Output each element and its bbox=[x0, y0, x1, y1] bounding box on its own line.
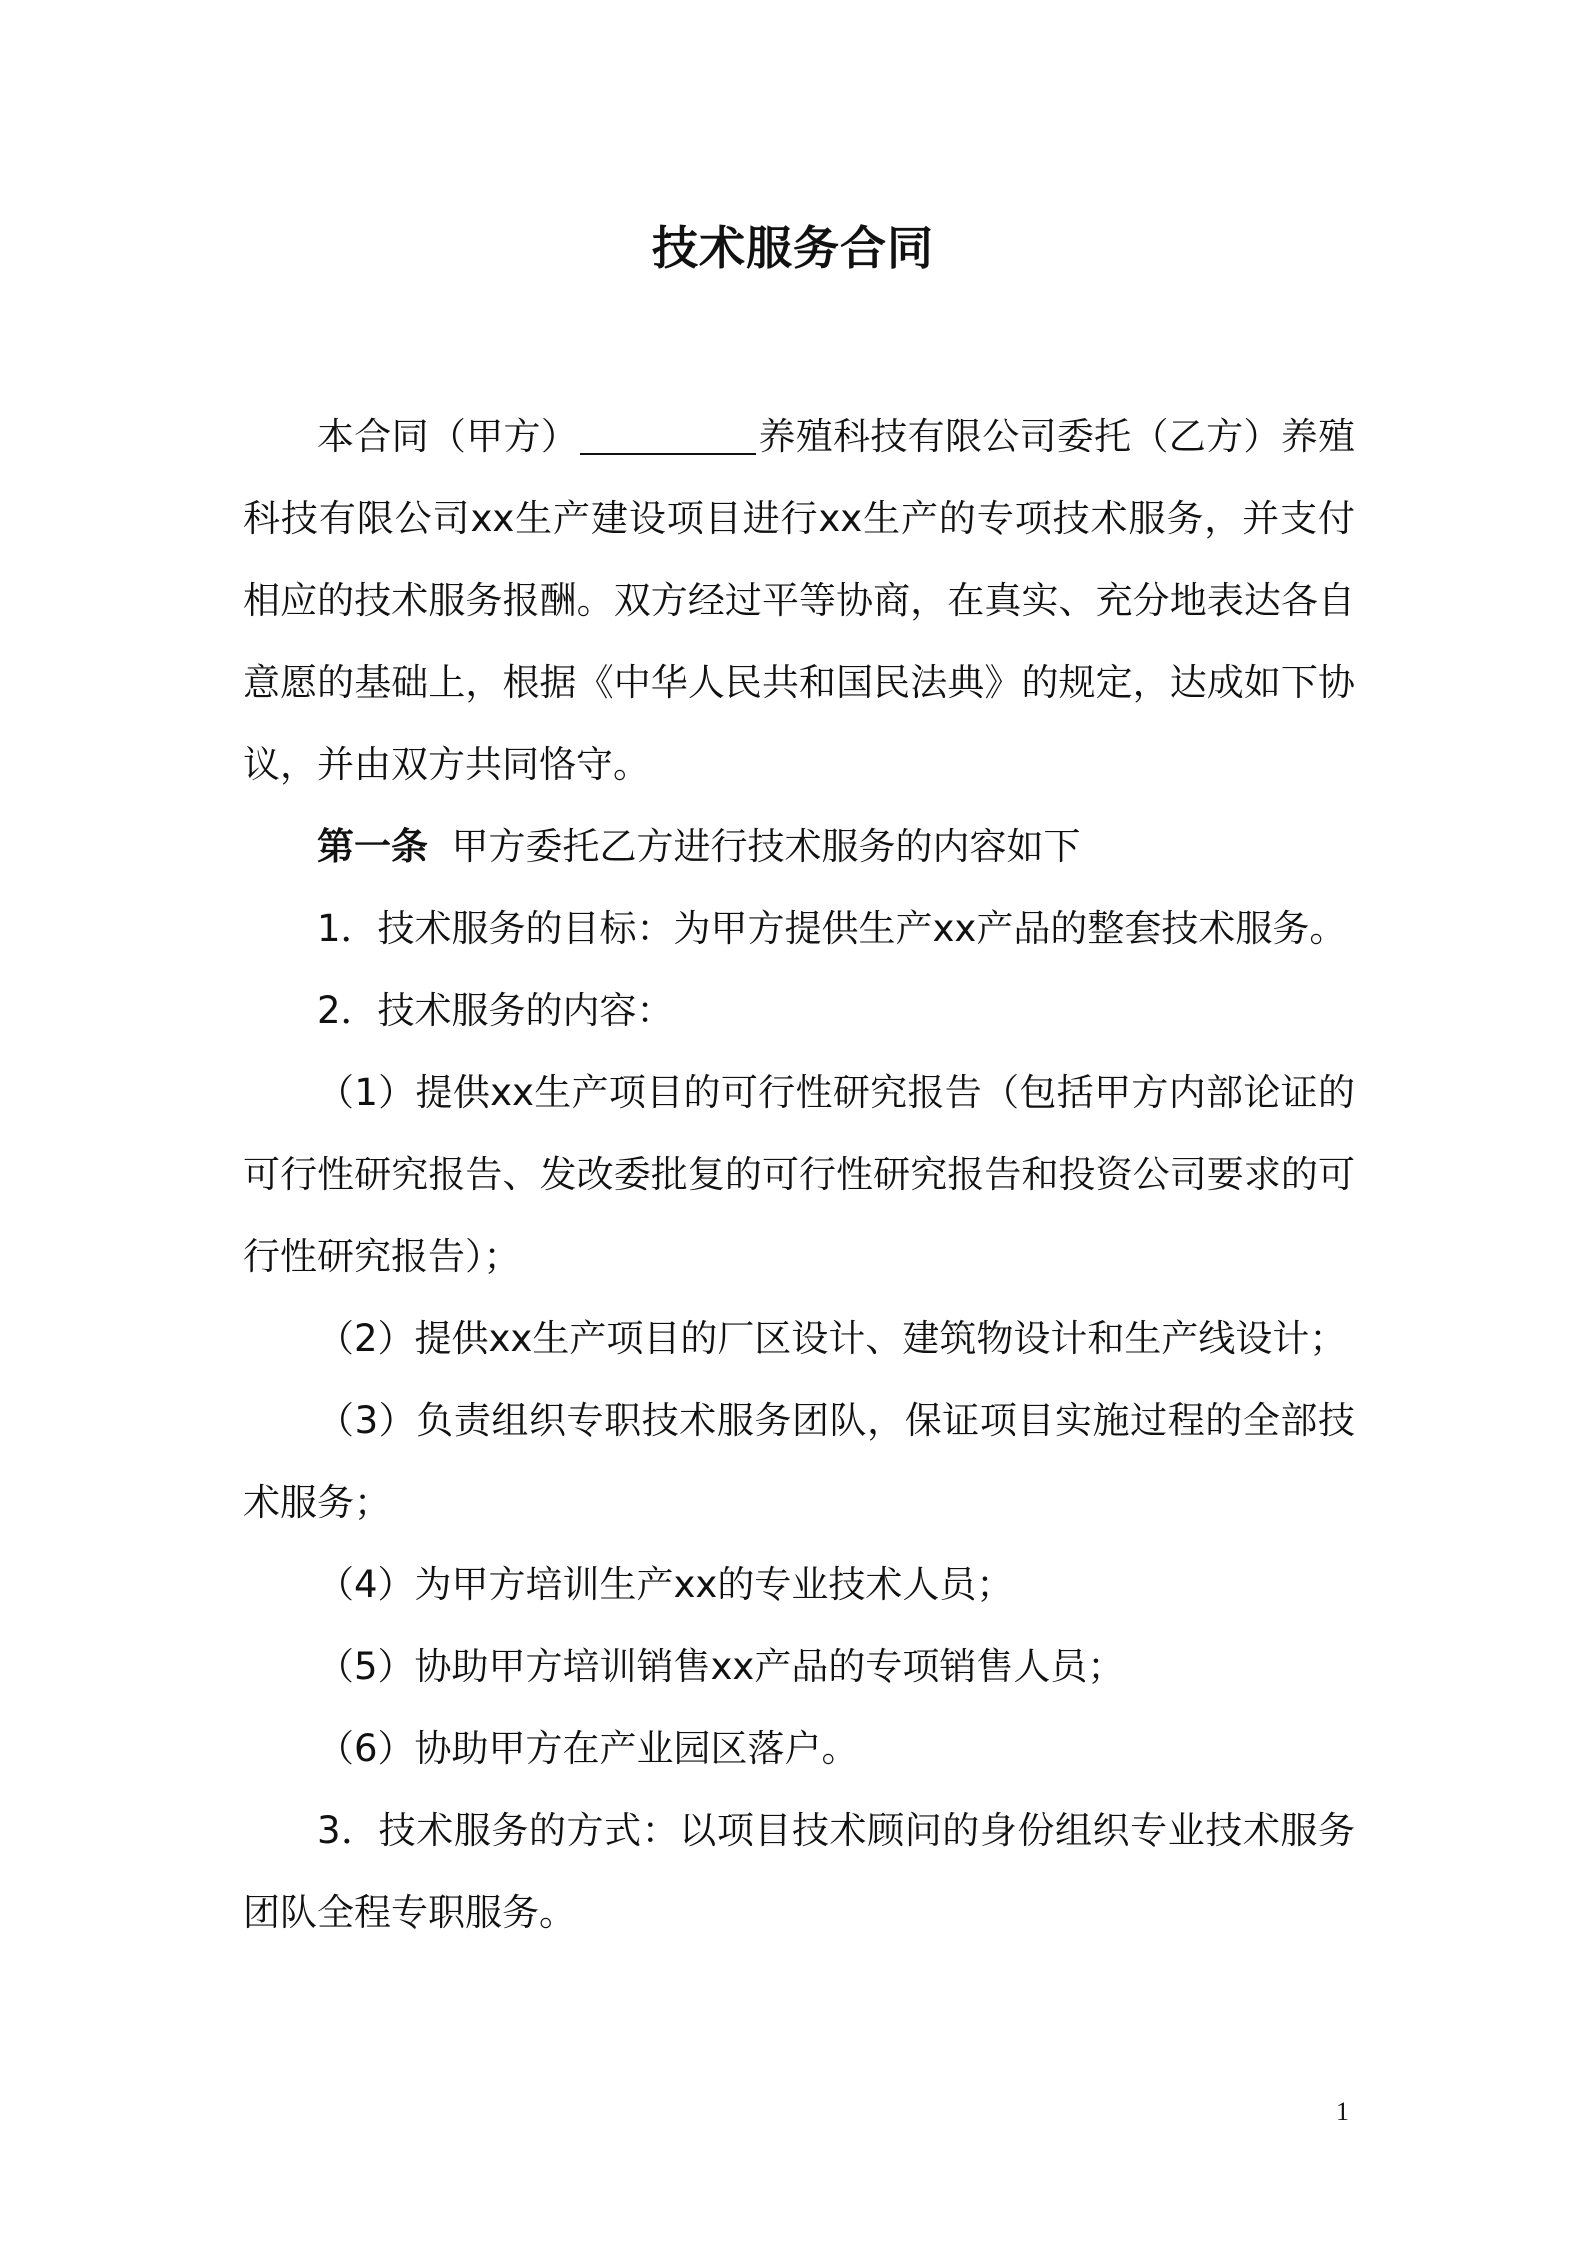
intro-suffix: 养殖科技有限公司委托（乙方）养殖科技有限公司xx生产建设项目进行xx生产的专项技术服务，并支付相应的技术服务报酬。双方经过平等协商，在真实、充分地表达各自意愿的基础上，根据《中华人民共和国民法典》的规定，达成如下协议，并由双方共同恪守。 bbox=[243, 415, 1356, 786]
sub-item-3: （3）负责组织专职技术服务团队，保证项目实施过程的全部技术服务； bbox=[243, 1399, 1355, 1524]
sub-item-4: （4）为甲方培训生产xx的专业技术人员； bbox=[317, 1563, 1014, 1606]
intro-paragraph bbox=[243, 396, 1355, 806]
intro-prefix: 本合同（甲方） bbox=[317, 415, 579, 458]
document-title: 技术服务合同 bbox=[652, 221, 934, 275]
item-service-method: 3．技术服务的方式：以项目技术顾问的身份组织专业技术服务团队全程专职服务。 bbox=[243, 1809, 1355, 1934]
article-1-number: 第一条 bbox=[317, 825, 428, 868]
sub-item-2: （2）提供xx生产项目的厂区设计、建筑物设计和生产线设计； bbox=[317, 1317, 1347, 1360]
sub-item-1: （1）提供xx生产项目的可行性研究报告（包括甲方内部论证的可行性研究报告、发改委批复的可行性研究报告和投资公司要求的可行性研究报告）； bbox=[243, 1071, 1355, 1278]
item-service-goal: 1．技术服务的目标：为甲方提供生产xx产品的整套技术服务。 bbox=[317, 907, 1347, 950]
item-service-content-heading: 2．技术服务的内容： bbox=[317, 989, 674, 1032]
document-body bbox=[243, 396, 1355, 1954]
sub-item-6: （6）协助甲方在产业园区落户。 bbox=[317, 1727, 859, 1770]
article-1-heading bbox=[243, 806, 1355, 888]
article-1-title: 甲方委托乙方进行技术服务的内容如下 bbox=[451, 825, 1081, 868]
party-a-blank-line bbox=[580, 417, 756, 455]
page-number: 1 bbox=[1336, 2097, 1349, 2126]
sub-item-5: （5）协助甲方培训销售xx产品的专项销售人员； bbox=[317, 1645, 1125, 1688]
